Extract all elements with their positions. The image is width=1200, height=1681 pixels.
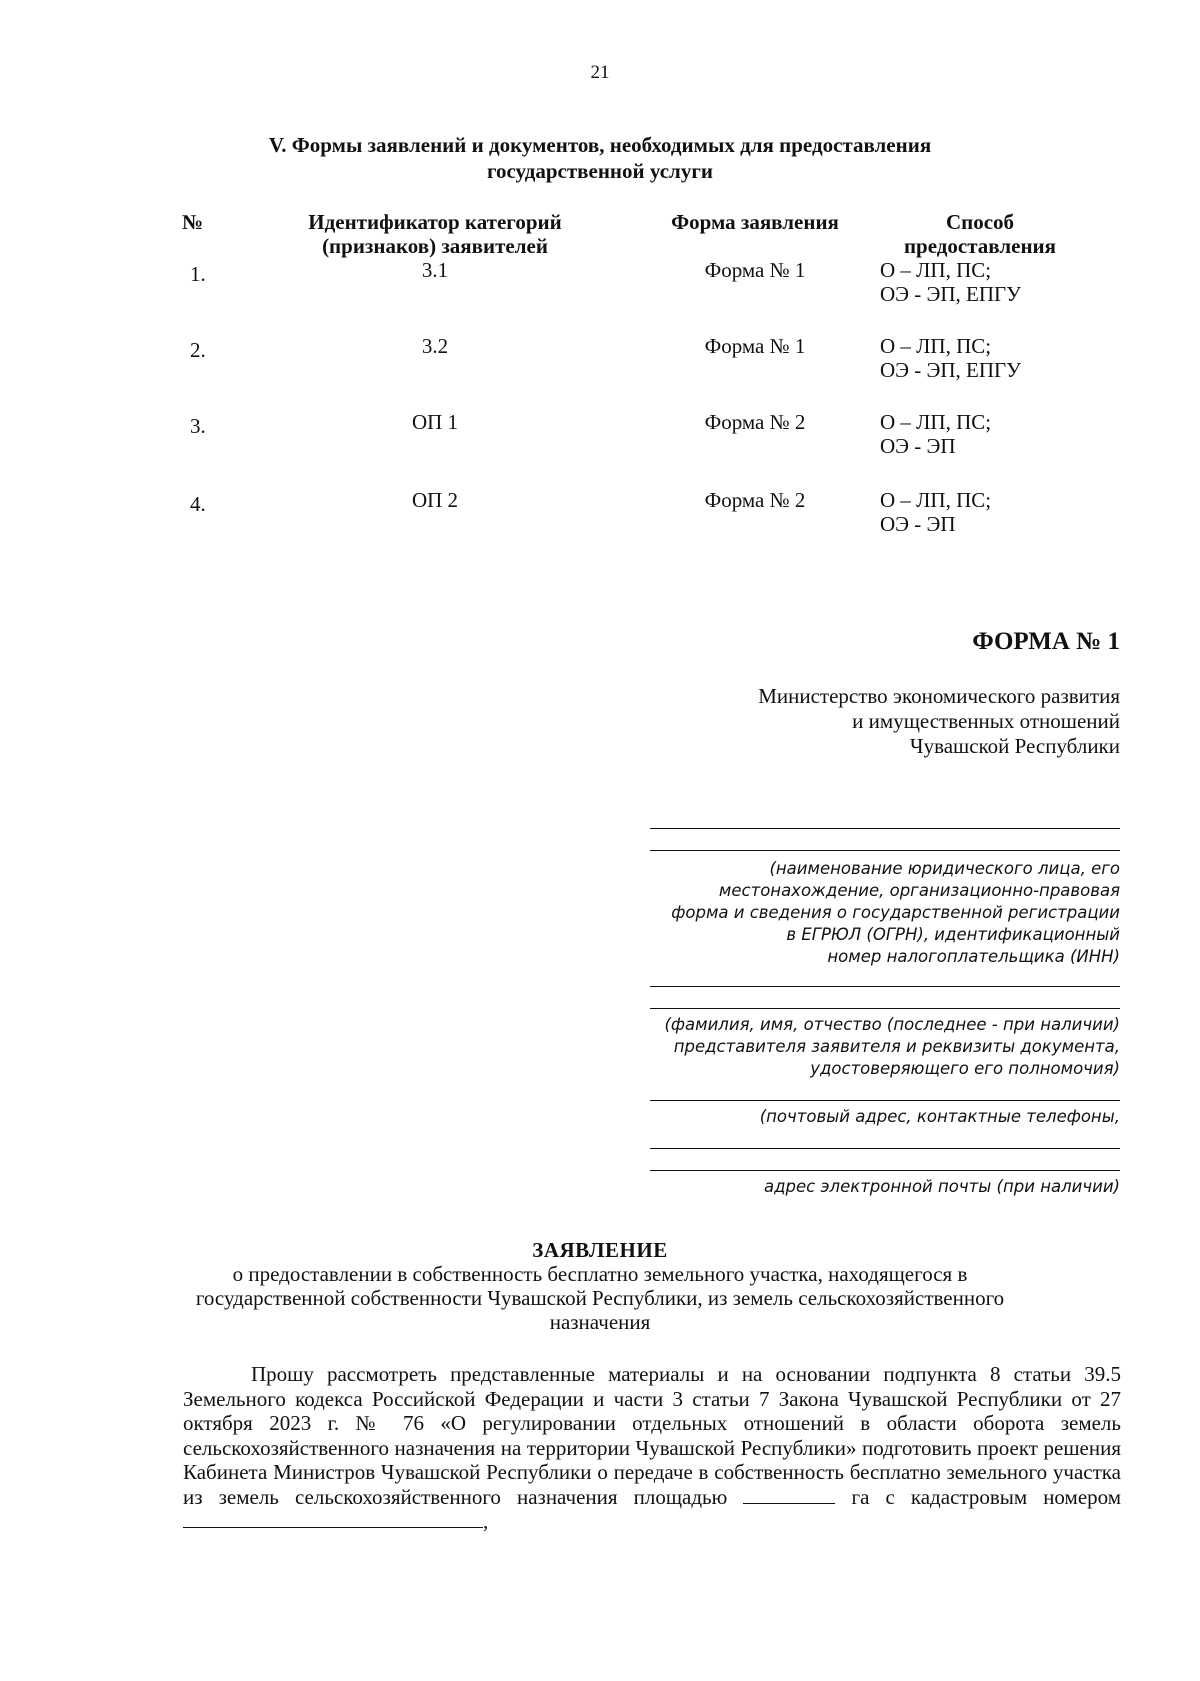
row-category: ОП 1 <box>411 410 459 434</box>
cadastral-number-field[interactable] <box>183 1509 483 1528</box>
legal-entity-hint-line3: форма и сведения о государственной регистрации <box>671 903 1120 922</box>
statement-subtitle-line3: назначения <box>549 1310 651 1334</box>
statement-subtitle <box>170 1262 1030 1334</box>
row-method-line2: ОЭ - ЭП <box>880 434 956 458</box>
statement-subtitle-line2: государственной собственности Чувашской Республики, из земель сельскохозяйственного <box>195 1286 1005 1310</box>
representative-hint-line1: (фамилия, имя, отчество (последнее - при наличии) <box>664 1015 1120 1034</box>
legal-entity-hint-line5: номер налогоплательщика (ИНН) <box>827 947 1120 966</box>
row-form: Форма № 2 <box>704 488 806 512</box>
section-title-line1: V. Формы заявлений и документов, необходимых для предоставления <box>268 133 932 157</box>
applicant-field-line[interactable] <box>650 828 1120 829</box>
addressee <box>600 684 1120 759</box>
row-method <box>880 488 991 536</box>
statement-title: ЗАЯВЛЕНИЕ <box>532 1238 668 1262</box>
table-header-method-line2: предоставления <box>903 234 1057 258</box>
row-num: 2. <box>190 338 206 362</box>
table-header-category-line2: (признаков) заявителей <box>322 234 548 258</box>
representative-field-line[interactable] <box>650 1008 1120 1009</box>
table-header-num: № <box>182 210 204 234</box>
section-title-line2: государственной услуги <box>487 159 713 183</box>
end-punctuation: , <box>483 1509 489 1533</box>
row-form: Форма № 1 <box>704 334 806 358</box>
statement-body-text: Прошу рассмотреть представленные материалы и на основании подпункта 8 статьи 39.5 Земельного кодекса Российской Федерации и части 3 статьи 7 Закона Чувашской Республики от 27 октября 2023 г. № 76 «О регулировании отдельных отношений в области оборота земель сельскохозяйственного назначения на территории Чувашской Республики» подготовить проект решения Кабинета Министров Чувашской Республики о передаче в собственность бесплатно земельного участка из земель сельскохозяйственного назначения <box>183 1362 1121 1509</box>
postal-hint: (почтовый адрес, контактные телефоны, <box>759 1107 1120 1126</box>
row-category: ОП 2 <box>411 488 459 512</box>
postal-field-line[interactable] <box>650 1100 1120 1101</box>
addressee-line2: и имущественных отношений <box>852 709 1120 733</box>
row-method <box>880 410 991 458</box>
applicant-field-line[interactable] <box>650 850 1120 851</box>
row-method <box>880 258 1021 306</box>
row-form: Форма № 2 <box>704 410 806 434</box>
addressee-line1: Министерство экономического развития <box>758 684 1120 708</box>
area-field[interactable] <box>743 1485 835 1504</box>
row-method-line2: ОЭ - ЭП <box>880 512 956 536</box>
table-header-method <box>860 210 1100 258</box>
row-form: Форма № 1 <box>704 258 806 282</box>
row-method-line1: О – ЛП, ПС; <box>880 334 992 358</box>
statement-body <box>183 1362 1121 1534</box>
legal-entity-hint <box>600 858 1120 968</box>
row-category: 3.2 <box>421 334 449 358</box>
row-method-line1: О – ЛП, ПС; <box>880 258 992 282</box>
table-header-form: Форма заявления <box>671 210 839 234</box>
representative-hint-line3: удостоверяющего его полномочия) <box>810 1059 1120 1078</box>
email-field-line[interactable] <box>650 1170 1120 1171</box>
legal-entity-hint-line4: в ЕГРЮЛ (ОГРН), идентификационный <box>786 925 1120 944</box>
email-hint: адрес электронной почты (при наличии) <box>764 1177 1120 1196</box>
representative-hint <box>600 1014 1120 1080</box>
table-header-method-line1: Способ <box>945 210 1015 234</box>
addressee-line3: Чувашской Республики <box>909 734 1120 758</box>
row-method-line2: ОЭ - ЭП, ЕПГУ <box>880 282 1022 306</box>
row-num: 4. <box>190 492 206 516</box>
area-label: площадью <box>633 1484 728 1509</box>
row-category: 3.1 <box>421 258 449 282</box>
row-method <box>880 334 1021 382</box>
table-header-category <box>270 210 600 258</box>
representative-hint-line2: представителя заявителя и реквизиты документа, <box>673 1037 1120 1056</box>
table-header-category-line1: Идентификатор категорий <box>308 210 562 234</box>
form-heading: ФОРМА № 1 <box>972 628 1120 655</box>
legal-entity-hint-line2: местонахождение, организационно-правовая <box>718 881 1120 900</box>
legal-entity-hint-line1: (наименование юридического лица, его <box>769 859 1120 878</box>
row-method-line1: О – ЛП, ПС; <box>880 488 992 512</box>
row-method-line1: О – ЛП, ПС; <box>880 410 992 434</box>
row-method-line2: ОЭ - ЭП, ЕПГУ <box>880 358 1022 382</box>
page-number: 21 <box>590 62 610 83</box>
email-field-line[interactable] <box>650 1148 1120 1149</box>
representative-field-line[interactable] <box>650 986 1120 987</box>
unit-label: га с кадастровым номером <box>851 1484 1122 1509</box>
row-num: 1. <box>190 262 206 286</box>
section-title <box>180 132 1020 184</box>
row-num: 3. <box>190 414 206 438</box>
statement-subtitle-line1: о предоставлении в собственность бесплатно земельного участка, находящегося в <box>232 1262 968 1286</box>
